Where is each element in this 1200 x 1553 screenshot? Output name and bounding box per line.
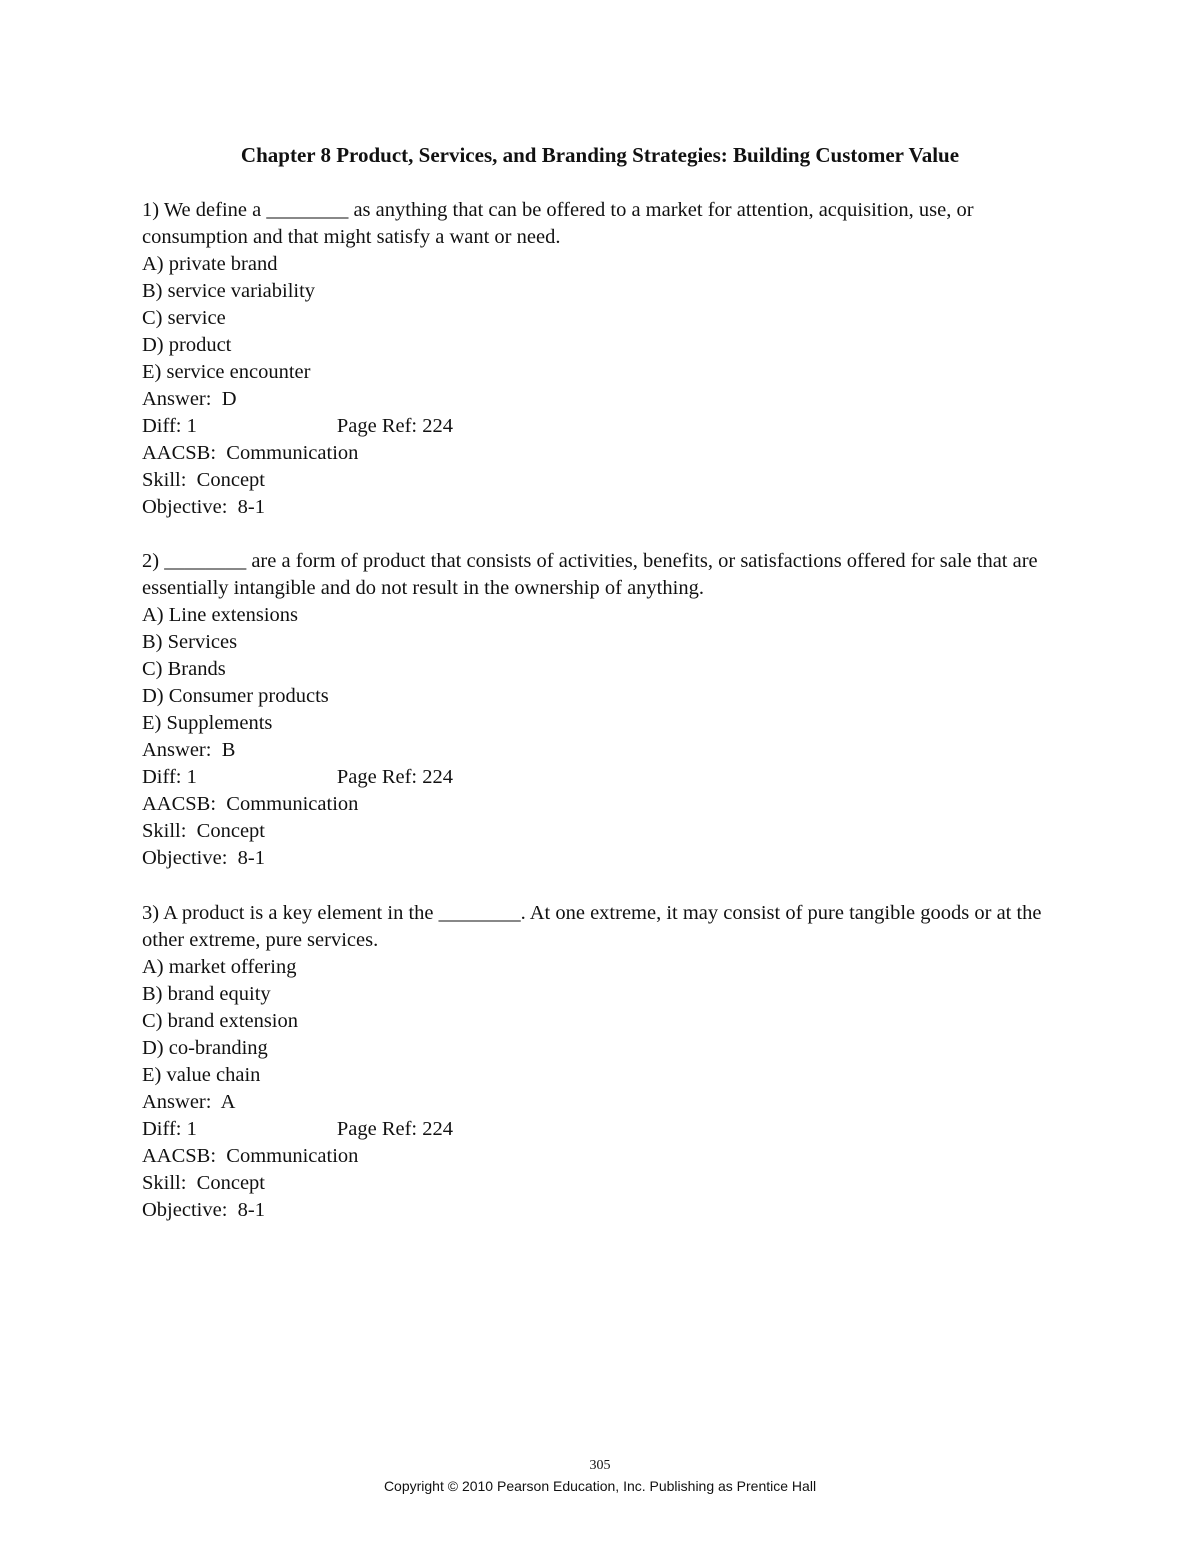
difficulty: Diff: 1 [142, 415, 197, 437]
question-block [142, 548, 1072, 872]
question-block [142, 197, 1072, 521]
aacsb: AACSB: Communication [142, 793, 359, 815]
difficulty: Diff: 1 [142, 766, 197, 788]
skill: Skill: Concept [142, 469, 265, 491]
question-stem: 3) A product is a key element in the ________. At one extreme, it may consist of pure tangible goods or at the other extreme, pure services. [142, 902, 1042, 951]
skill: Skill: Concept [142, 1172, 265, 1194]
difficulty-line [142, 413, 1072, 440]
objective: Objective: 8-1 [142, 496, 265, 518]
answer-key: Answer: B [142, 739, 236, 761]
page-number: 305 [589, 1458, 611, 1473]
answer-option: B) Services [142, 631, 238, 653]
difficulty: Diff: 1 [142, 1118, 197, 1140]
page-ref: Page Ref: 224 [336, 415, 454, 437]
question-stem: 2) ________ are a form of product that consists of activities, benefits, or satisfactions offered for sale that are essentially intangible and do not result in the ownership of anything. [142, 550, 1038, 599]
answer-key: Answer: D [142, 388, 237, 410]
answer-option: C) Brands [142, 658, 226, 680]
objective: Objective: 8-1 [142, 847, 265, 869]
question-stem: 1) We define a ________ as anything that can be offered to a market for attention, acquisition, use, or consumption and that might satisfy a want or need. [142, 199, 974, 248]
answer-option: E) Supplements [142, 712, 273, 734]
answer-option: C) service [142, 307, 226, 329]
question-block [142, 900, 1072, 1224]
chapter-title: Chapter 8 Product, Services, and Branding Strategies: Building Customer Value [240, 143, 960, 167]
aacsb: AACSB: Communication [142, 442, 359, 464]
answer-option: C) brand extension [142, 1010, 298, 1032]
copyright-notice: Copyright © 2010 Pearson Education, Inc. Publishing as Prentice Hall [383, 1478, 817, 1494]
difficulty-line [142, 1116, 1072, 1143]
answer-option: A) Line extensions [142, 604, 298, 626]
answer-option: D) product [142, 334, 232, 356]
answer-option: D) Consumer products [142, 685, 329, 707]
aacsb: AACSB: Communication [142, 1145, 359, 1167]
objective: Objective: 8-1 [142, 1199, 265, 1221]
answer-option: A) private brand [142, 253, 278, 275]
answer-option: B) service variability [142, 280, 316, 302]
skill: Skill: Concept [142, 820, 265, 842]
answer-option: E) value chain [142, 1064, 261, 1086]
answer-option: B) brand equity [142, 983, 271, 1005]
difficulty-line [142, 764, 1072, 791]
answer-option: E) service encounter [142, 361, 311, 383]
answer-key: Answer: A [142, 1091, 236, 1113]
page-ref: Page Ref: 224 [336, 766, 454, 788]
answer-option: D) co-branding [142, 1037, 268, 1059]
answer-option: A) market offering [142, 956, 297, 978]
page-ref: Page Ref: 224 [336, 1118, 454, 1140]
